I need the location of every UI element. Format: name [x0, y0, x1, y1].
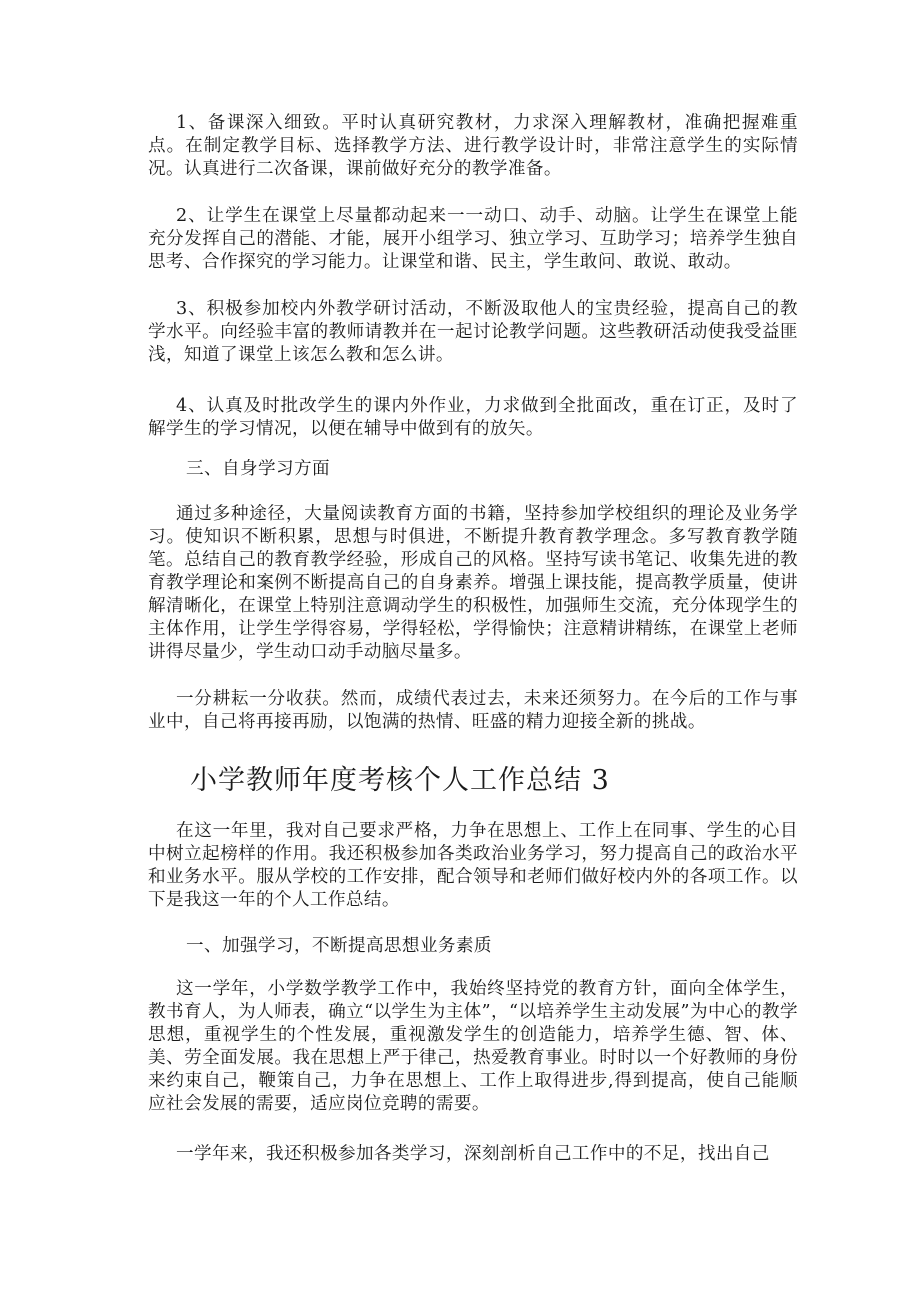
paragraph-self-study: 通过多种途径，大量阅读教育方面的书籍，坚持参加学校组织的理论及业务学习。使知识不断积累，思想与时俱进，不断提升教育教学理念。多写教育教学随笔。总结自己的教育教学经验，形成自己的风格。坚持写读书笔记、收集先进的教育教学理论和案例不断提高自己的自身素养。增强上课技能，提高教学质量，使讲解清晰化，在课堂上特别注意调动学生的积极性，加强师生交流，充分体现学生的主体作用，让学生学得容易，学得轻松，学得愉快；注意精讲精练，在课堂上老师讲得尽量少，学生动口动手动脑尽量多。	[148, 504, 798, 662]
paragraph-continued-learning: 一学年来，我还积极参加各类学习，深刻剖析自己工作中的不足，找出自己	[176, 1144, 770, 1164]
paragraph-student-engagement: 2、让学生在课堂上尽量都动起来一一动口、动手、动脑。让学生在课堂上能充分发挥自己的潜能、才能，展开小组学习、独立学习、互助学习；培养学生独自思考、合作探究的学习能力。让课堂和谐、民主，学生敢问、敢说、敢动。	[148, 206, 798, 272]
paragraph-teaching-philosophy: 这一学年，小学数学教学工作中，我始终坚持党的教育方针，面向全体学生，教书育人，为人师表，确立“以学生为主体”，“以培养学生主动发展”为中心的教学思想，重视学生的个性发展，重视激发学生的创造能力，培养学生德、智、体、美、劳全面发展。我在思想上严于律己，热爱教育事业。时时以一个好教师的身份来约束自己，鞭策自己，力争在思想上、工作上取得进步,得到提高，使自己能顺应社会发展的需要，适应岗位竞聘的需要。	[148, 979, 798, 1114]
paragraph-year-overview: 在这一年里，我对自己要求严格，力争在思想上、工作上在同事、学生的心目中树立起榜样的作用。我还积极参加各类政治业务学习，努力提高自己的政治水平和业务水平。服从学校的工作安排，配合领导和老师们做好校内外的各项工作。以下是我这一年的个人工作总结。	[148, 821, 798, 910]
paragraph-conclusion: 一分耕耘一分收获。然而，成绩代表过去，未来还须努力。在今后的工作与事业中，自己将再接再励，以饱满的热情、旺盛的精力迎接全新的挑战。	[148, 689, 798, 732]
paragraph-teaching-research: 3、积极参加校内外教学研讨活动，不断汲取他人的宝贵经验，提高自己的教学水平。向经验丰富的教师请教并在一起讨论教学问题。这些教研活动使我受益匪浅，知道了课堂上该怎么教和怎么讲。	[148, 299, 798, 365]
paragraph-homework-correction: 4、认真及时批改学生的课内外作业，力求做到全批面改，重在订正，及时了解学生的学习情况，以便在辅导中做到有的放矢。	[148, 396, 798, 439]
document-title: 小学教师年度考核个人工作总结 3	[190, 765, 610, 796]
section-heading-strengthen-learning: 一、加强学习，不断提高思想业务素质	[186, 936, 492, 956]
section-heading-self-study: 三、自身学习方面	[186, 459, 330, 479]
paragraph-lesson-preparation: 1、备课深入细致。平时认真研究教材，力求深入理解教材，准确把握难重点。在制定教学目标、选择教学方法、进行教学设计时，非常注意学生的实际情况。认真进行二次备课，课前做好充分的教学准备。	[148, 113, 798, 179]
